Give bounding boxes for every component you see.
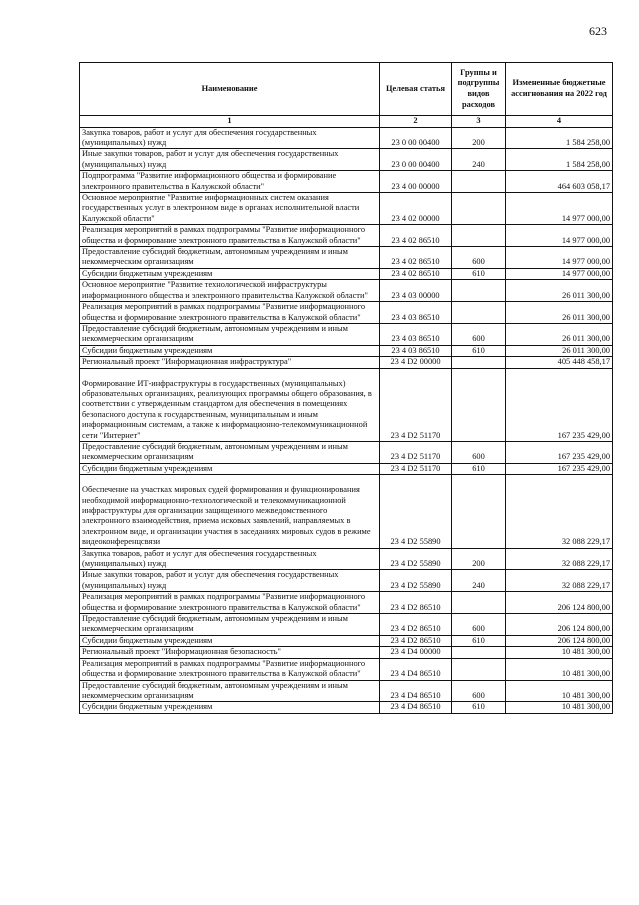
row-expense-group xyxy=(452,658,506,680)
row-expense-group xyxy=(452,302,506,324)
row-target-code: 23 4 02 86510 xyxy=(380,268,452,279)
row-expense-group: 600 xyxy=(452,614,506,636)
row-name: Предоставление субсидий бюджетным, автономным учреждениям и иным некоммерческим организациям xyxy=(80,441,380,463)
row-amount: 206 124 800,00 xyxy=(506,635,613,646)
row-target-code: 23 4 03 00000 xyxy=(380,280,452,302)
row-expense-group xyxy=(452,368,506,441)
table-row xyxy=(80,225,613,247)
row-expense-group: 610 xyxy=(452,463,506,474)
row-expense-group: 600 xyxy=(452,247,506,269)
row-name: Предоставление субсидий бюджетным, автономным учреждениям и иным некоммерческим организациям xyxy=(80,680,380,702)
header-row xyxy=(80,63,613,116)
table-row xyxy=(80,635,613,646)
row-expense-group: 610 xyxy=(452,268,506,279)
row-amount: 14 977 000,00 xyxy=(506,247,613,269)
table-row xyxy=(80,614,613,636)
row-target-code: 23 4 D4 86510 xyxy=(380,702,452,713)
row-target-code: 23 4 02 86510 xyxy=(380,247,452,269)
row-name: Закупка товаров, работ и услуг для обеспечения государственных (муниципальных) нужд xyxy=(80,127,380,149)
table-row xyxy=(80,548,613,570)
header-target: Целевая статья xyxy=(380,63,452,116)
header-amount: Измененные бюджетные ассигнования на 2022 год xyxy=(506,63,613,116)
row-target-code: 23 4 D2 86510 xyxy=(380,635,452,646)
row-amount: 32 088 229,17 xyxy=(506,570,613,592)
header-groups: Группы и подгруппы видов расходов xyxy=(452,63,506,116)
row-amount: 14 977 000,00 xyxy=(506,268,613,279)
row-target-code: 23 4 D2 51170 xyxy=(380,441,452,463)
table-row xyxy=(80,680,613,702)
table-row xyxy=(80,345,613,356)
row-name: Региональный проект "Информационная инфраструктура" xyxy=(80,357,380,368)
row-expense-group xyxy=(452,193,506,225)
table-row xyxy=(80,193,613,225)
row-amount: 32 088 229,17 xyxy=(506,475,613,548)
row-expense-group xyxy=(452,357,506,368)
table-row xyxy=(80,368,613,441)
table-row xyxy=(80,302,613,324)
row-amount: 26 011 300,00 xyxy=(506,302,613,324)
row-name: Субсидии бюджетным учреждениям xyxy=(80,463,380,474)
row-expense-group xyxy=(452,475,506,548)
row-name: Субсидии бюджетным учреждениям xyxy=(80,345,380,356)
row-amount: 1 584 258,00 xyxy=(506,127,613,149)
row-amount: 26 011 300,00 xyxy=(506,280,613,302)
row-expense-group xyxy=(452,647,506,658)
row-name: Субсидии бюджетным учреждениям xyxy=(80,702,380,713)
table-row xyxy=(80,441,613,463)
row-name: Подпрограмма "Развитие информационного общества и формирование электронного правительства в Калужской области" xyxy=(80,171,380,193)
row-amount: 167 235 429,00 xyxy=(506,463,613,474)
row-amount: 10 481 300,00 xyxy=(506,658,613,680)
row-name: Иные закупки товаров, работ и услуг для обеспечения государственных (муниципальных) нужд xyxy=(80,149,380,171)
row-name xyxy=(80,475,380,548)
row-target-code: 23 4 03 86510 xyxy=(380,345,452,356)
row-amount: 10 481 300,00 xyxy=(506,680,613,702)
table-row xyxy=(80,357,613,368)
row-amount: 206 124 800,00 xyxy=(506,614,613,636)
table-row xyxy=(80,592,613,614)
table-row xyxy=(80,323,613,345)
row-target-code: 23 4 D2 55890 xyxy=(380,475,452,548)
row-amount: 167 235 429,00 xyxy=(506,368,613,441)
row-amount: 405 448 458,17 xyxy=(506,357,613,368)
row-name: Предоставление субсидий бюджетным, автономным учреждениям и иным некоммерческим организациям xyxy=(80,323,380,345)
table-row xyxy=(80,149,613,171)
row-target-code: 23 4 D2 00000 xyxy=(380,357,452,368)
row-name-text: Обеспечение на участках мировых судей формирования и функционирования необходимой информационно-технологической и телекоммуникационной инфраструктуры для организации защищенного межведомственного электронного взаимодействия, приема исковых заявлений, направляемых в электронном виде, и организации участия в заседаниях мировых судов в режиме видеоконференцсвязи xyxy=(82,485,371,547)
table-row xyxy=(80,171,613,193)
table-row xyxy=(80,658,613,680)
row-target-code: 23 4 02 86510 xyxy=(380,225,452,247)
row-amount: 167 235 429,00 xyxy=(506,441,613,463)
col-num-2: 2 xyxy=(380,116,452,128)
row-expense-group xyxy=(452,280,506,302)
table-row xyxy=(80,127,613,149)
page-number: 623 xyxy=(589,24,607,38)
row-name: Реализация мероприятий в рамках подпрограммы "Развитие информационного общества и формирование электронного правительства в Калужской области" xyxy=(80,592,380,614)
table-row xyxy=(80,463,613,474)
row-name: Закупка товаров, работ и услуг для обеспечения государственных (муниципальных) нужд xyxy=(80,548,380,570)
row-amount: 206 124 800,00 xyxy=(506,592,613,614)
row-name-text: Формирование ИТ-инфраструктуры в государственных (муниципальных) образовательных организациях, реализующих программы общего образования, в соответствии с утвержденным стандартом для обеспечения в помещениях безопасного доступа к государственным, муниципальным и иным информационным системам, а также к информационно-телекоммуникационной сети "Интернет" xyxy=(82,378,372,440)
column-number-row xyxy=(80,116,613,128)
row-target-code: 23 4 D4 86510 xyxy=(380,658,452,680)
row-name: Субсидии бюджетным учреждениям xyxy=(80,635,380,646)
row-expense-group xyxy=(452,225,506,247)
row-target-code: 23 4 D4 86510 xyxy=(380,680,452,702)
table-row xyxy=(80,702,613,713)
row-target-code: 23 0 00 00400 xyxy=(380,149,452,171)
row-target-code: 23 4 D2 86510 xyxy=(380,614,452,636)
row-name: Региональный проект "Информационная безопасность" xyxy=(80,647,380,658)
row-target-code: 23 4 00 00000 xyxy=(380,171,452,193)
row-target-code: 23 4 03 86510 xyxy=(380,302,452,324)
row-name: Реализация мероприятий в рамках подпрограммы "Развитие информационного общества и формирование электронного правительства в Калужской области" xyxy=(80,302,380,324)
row-name: Реализация мероприятий в рамках подпрограммы "Развитие информационного общества и формирование электронного правительства в Калужской области" xyxy=(80,225,380,247)
row-target-code: 23 0 00 00400 xyxy=(380,127,452,149)
row-name: Иные закупки товаров, работ и услуг для обеспечения государственных (муниципальных) нужд xyxy=(80,570,380,592)
row-expense-group: 200 xyxy=(452,127,506,149)
row-name: Предоставление субсидий бюджетным, автономным учреждениям и иным некоммерческим организациям xyxy=(80,247,380,269)
row-name: Предоставление субсидий бюджетным, автономным учреждениям и иным некоммерческим организациям xyxy=(80,614,380,636)
budget-table xyxy=(79,62,613,714)
row-target-code: 23 4 D2 51170 xyxy=(380,463,452,474)
table-row xyxy=(80,647,613,658)
row-amount: 464 603 058,17 xyxy=(506,171,613,193)
row-target-code: 23 4 D4 00000 xyxy=(380,647,452,658)
row-expense-group: 200 xyxy=(452,548,506,570)
row-amount: 1 584 258,00 xyxy=(506,149,613,171)
row-target-code: 23 4 D2 86510 xyxy=(380,592,452,614)
row-expense-group: 240 xyxy=(452,570,506,592)
table-body xyxy=(80,127,613,713)
row-target-code: 23 4 02 00000 xyxy=(380,193,452,225)
col-num-3: 3 xyxy=(452,116,506,128)
row-name: Основное мероприятие "Развитие информационных систем оказания государственных услуг в электронном виде в органах исполнительной власти Калужской области" xyxy=(80,193,380,225)
row-amount: 32 088 229,17 xyxy=(506,548,613,570)
row-target-code: 23 4 D2 55890 xyxy=(380,548,452,570)
header-name: Наименование xyxy=(80,63,380,116)
table-row xyxy=(80,247,613,269)
col-num-4: 4 xyxy=(506,116,613,128)
row-amount: 14 977 000,00 xyxy=(506,193,613,225)
row-expense-group: 600 xyxy=(452,323,506,345)
row-expense-group: 610 xyxy=(452,345,506,356)
row-target-code: 23 4 D2 51170 xyxy=(380,368,452,441)
row-name: Субсидии бюджетным учреждениям xyxy=(80,268,380,279)
row-expense-group: 610 xyxy=(452,702,506,713)
row-expense-group: 240 xyxy=(452,149,506,171)
row-name xyxy=(80,368,380,441)
row-amount: 26 011 300,00 xyxy=(506,323,613,345)
row-amount: 10 481 300,00 xyxy=(506,702,613,713)
row-expense-group: 600 xyxy=(452,680,506,702)
row-expense-group xyxy=(452,171,506,193)
row-amount: 14 977 000,00 xyxy=(506,225,613,247)
table-row xyxy=(80,280,613,302)
table-row xyxy=(80,268,613,279)
row-expense-group xyxy=(452,592,506,614)
row-target-code: 23 4 03 86510 xyxy=(380,323,452,345)
row-name: Основное мероприятие "Развитие технологической инфраструктуры информационного общества и электронного правительства Калужской области" xyxy=(80,280,380,302)
row-expense-group: 610 xyxy=(452,635,506,646)
col-num-1: 1 xyxy=(80,116,380,128)
row-expense-group: 600 xyxy=(452,441,506,463)
row-amount: 10 481 300,00 xyxy=(506,647,613,658)
row-target-code: 23 4 D2 55890 xyxy=(380,570,452,592)
row-amount: 26 011 300,00 xyxy=(506,345,613,356)
table-row xyxy=(80,570,613,592)
row-name: Реализация мероприятий в рамках подпрограммы "Развитие информационного общества и формирование электронного правительства в Калужской области" xyxy=(80,658,380,680)
table-row xyxy=(80,475,613,548)
